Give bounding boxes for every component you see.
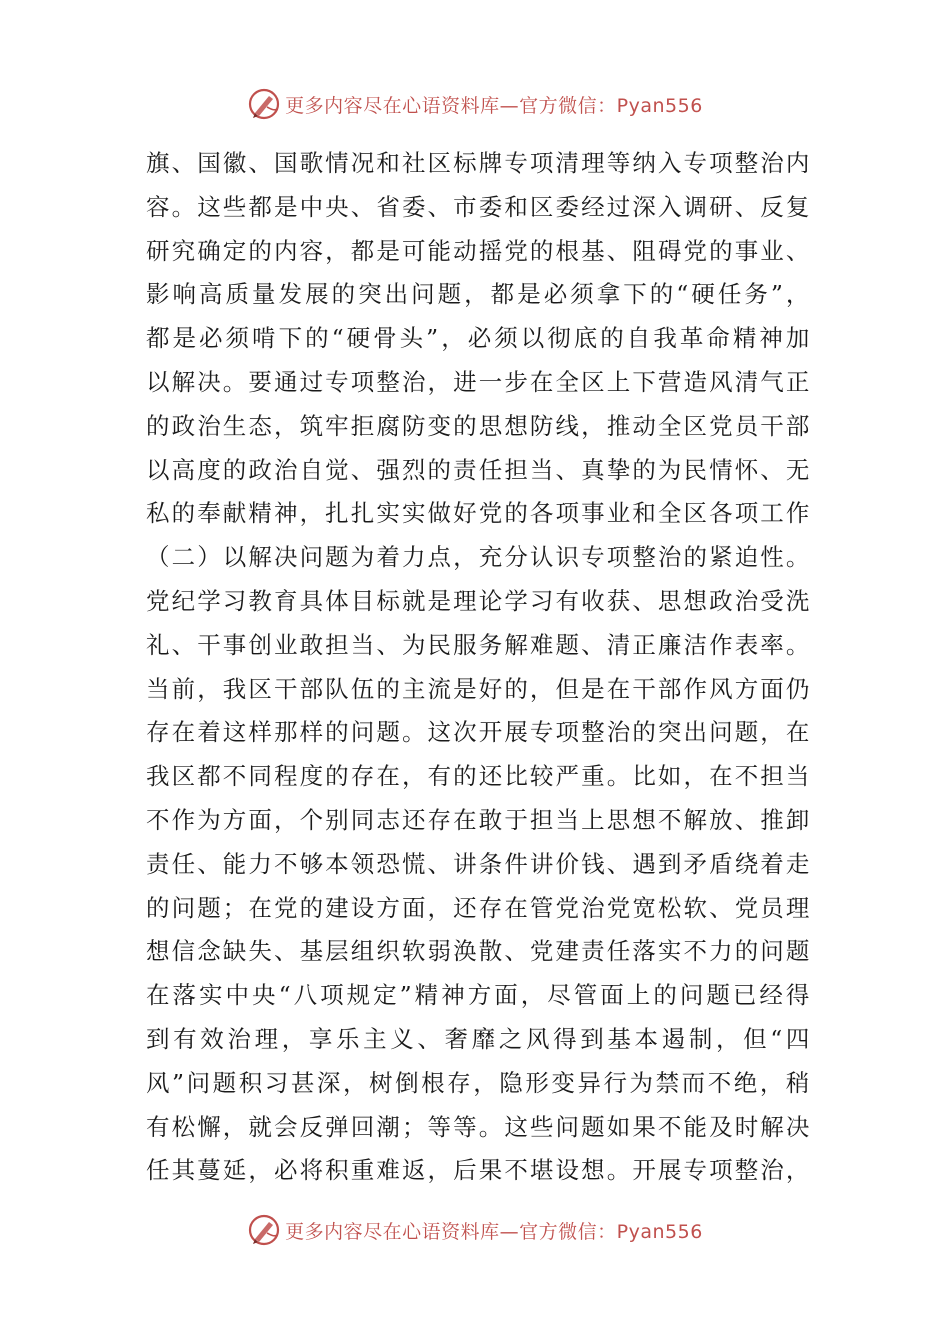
text-line: 礼、干事创业敢担当、为民服务解难题、清正廉洁作表率。 <box>146 630 810 659</box>
text-line: 当前，我区干部队伍的主流是好的，但是在干部作风方面仍 <box>146 674 810 703</box>
footer-banner <box>0 1210 950 1250</box>
pen-logo-icon <box>247 87 281 121</box>
text-line: 的政治生态，筑牢拒腐防变的思想防线，推动全区党员干部 <box>146 411 810 440</box>
pen-logo-icon <box>247 1213 281 1247</box>
text-line: 风”问题积习甚深，树倒根存，隐形变异行为禁而不绝，稍 <box>146 1068 810 1097</box>
text-line: 的问题；在党的建设方面，还存在管党治党宽松软、党员理 <box>146 893 810 922</box>
text-line: 影响高质量发展的突出问题，都是必须拿下的“硬任务”， <box>146 280 810 309</box>
text-line: 不作为方面，个别同志还存在敢于担当上思想不解放、推卸 <box>146 805 810 834</box>
text-line: 任其蔓延，必将积重难返，后果不堪设想。开展专项整治， <box>146 1156 810 1185</box>
text-line: 责任、能力不够本领恐慌、讲条件讲价钱、遇到矛盾绕着走 <box>146 849 810 878</box>
header-banner-text: 更多内容尽在心语资料库—官方微信：Pyan556 <box>285 94 703 117</box>
text-line: 都是必须啃下的“硬骨头”，必须以彻底的自我革命精神加 <box>146 324 810 353</box>
header-banner <box>0 84 950 124</box>
text-line: 我区都不同程度的存在，有的还比较严重。比如，在不担当 <box>146 762 810 791</box>
text-line: 有松懈，就会反弹回潮；等等。这些问题如果不能及时解决 <box>146 1112 810 1141</box>
text-line: 以解决。要通过专项整治，进一步在全区上下营造风清气正 <box>146 367 810 396</box>
text-line: 到有效治理，享乐主义、奢靡之风得到基本遏制，但“四 <box>146 1024 810 1053</box>
text-line: 以高度的政治自觉、强烈的责任担当、真挚的为民情怀、无 <box>146 455 810 484</box>
text-line: 旗、国徽、国歌情况和社区标牌专项清理等纳入专项整治内 <box>146 149 810 177</box>
text-line: 想信念缺失、基层组织软弱涣散、党建责任落实不力的问题 <box>146 937 810 966</box>
text-line: 党纪学习教育具体目标就是理论学习有收获、思想政治受洗 <box>146 586 810 615</box>
text-line: 私的奉献精神，扎扎实实做好党的各项事业和全区各项工作 <box>146 499 810 528</box>
document-body <box>146 142 810 1193</box>
text-line: 容。这些都是中央、省委、市委和区委经过深入调研、反复 <box>146 192 810 221</box>
footer-banner-text: 更多内容尽在心语资料库—官方微信：Pyan556 <box>285 1220 703 1243</box>
text-line: 在落实中央“八项规定”精神方面，尽管面上的问题已经得 <box>146 981 810 1010</box>
section-heading: （二）以解决问题为着力点，充分认识专项整治的紧迫性。 <box>146 543 810 572</box>
text-line: 研究确定的内容，都是可能动摇党的根基、阻碍党的事业、 <box>146 236 810 265</box>
text-line: 存在着这样那样的问题。这次开展专项整治的突出问题，在 <box>146 718 810 747</box>
